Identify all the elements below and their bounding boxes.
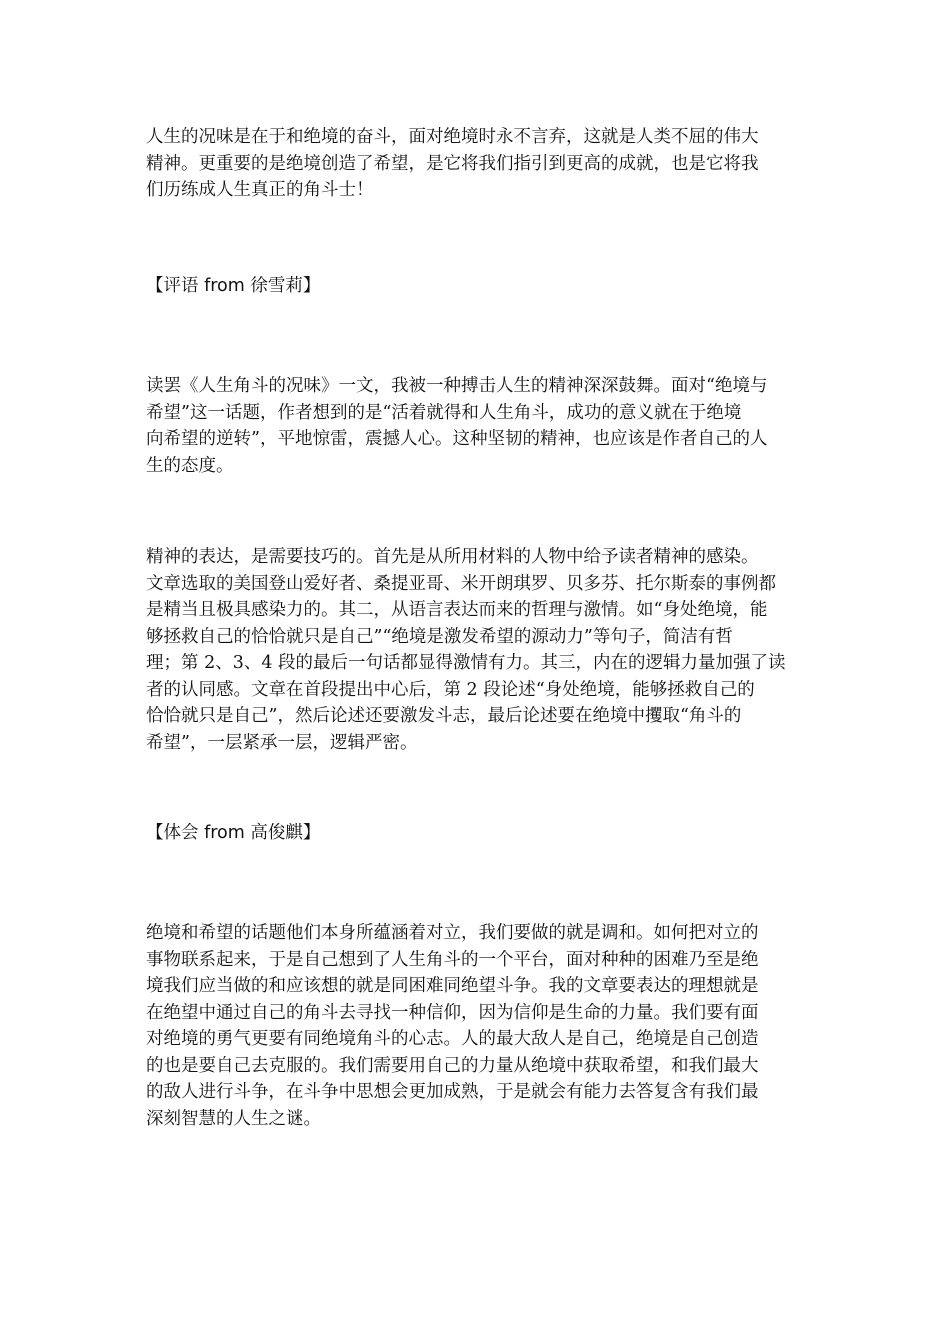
text-line: 在绝望中通过自己的角斗去寻找一种信仰，因为信仰是生命的力量。我们要有面 [146, 1002, 759, 1023]
text-line: 生的态度。 [146, 455, 234, 476]
text-line: 绝境和希望的话题他们本身所蕴涵着对立，我们要做的就是调和。如何把对立的 [146, 923, 759, 943]
text-line: 的也是要自己去克服的。我们需要用自己的力量从绝境中获取希望，和我们最大 [146, 1055, 759, 1076]
text-line: 向希望的逆转”，平地惊雷，震撼人心。这种坚韧的精神，也应该是作者自己的人 [146, 429, 768, 449]
text-line: 者的认同感。文章在首段提出中心后，第 2 段论述“身处绝境，能够拯救自己的 [146, 679, 755, 700]
text-line: 境我们应当做的和应该想的就是同困难同绝望斗争。我的文章要表达的理想就是 [146, 976, 759, 996]
paragraph-comment-2 [146, 544, 812, 756]
text-line: 精神的表达，是需要技巧的。首先是从所用材料的人物中给予读者精神的感染。 [146, 547, 759, 567]
text-line: 精神。更重要的是绝境创造了希望，是它将我们指引到更高的成就，也是它将我 [146, 153, 759, 174]
text-line: 对绝境的勇气更要有同绝境角斗的心志。人的最大敌人是自己，绝境是自己创造 [146, 1029, 759, 1049]
section-heading-reflection: 【体会 from 高俊麒】 [146, 823, 321, 843]
paragraph-comment-1 [146, 373, 812, 479]
text-line: 深刻智慧的人生之谜。 [146, 1108, 321, 1129]
text-line: 恰恰就只是自己”，然后论述还要激发斗志，最后论述要在绝境中攫取“角斗的 [146, 706, 742, 726]
text-line: 的敌人进行斗争，在斗争中思想会更加成熟，于是就会有能力去答复含有我们最 [146, 1082, 759, 1102]
text-line: 是精当且极具感染力的。其二，从语言表达而来的哲理与激情。如“身处绝境，能 [146, 600, 768, 620]
text-line: 们历练成人生真正的角斗士！ [146, 180, 374, 200]
text-line: 人生的况味是在于和绝境的奋斗，面对绝境时永不言弃，这就是人类不屈的伟大 [146, 127, 759, 147]
section-heading-comment: 【评语 from 徐雪莉】 [146, 276, 321, 296]
text-line: 希望”这一话题，作者想到的是“活着就得和人生角斗，成功的意义就在于绝境 [146, 402, 742, 423]
text-line: 事物联系起来，于是自己想到了人生角斗的一个平台，面对种种的困难乃至是绝 [146, 949, 759, 970]
text-line: 希望”，一层紧承一层，逻辑严密。 [146, 732, 418, 753]
text-line: 文章选取的美国登山爱好者、桑提亚哥、米开朗琪罗、贝多芬、托尔斯泰的事例都 [146, 573, 776, 594]
paragraph-reflection [146, 920, 812, 1132]
paragraph-intro-conclusion [146, 124, 812, 204]
text-line: 够拯救自己的恰恰就只是自己”“绝境是激发希望的源动力”等句子，简洁有哲 [146, 626, 733, 647]
text-line: 读罢《人生角斗的况味》一文，我被一种搏击人生的精神深深鼓舞。面对“绝境与 [146, 376, 768, 396]
text-line: 理；第 2、3、4 段的最后一句话都显得激情有力。其三，内在的逻辑力量加强了读 [146, 653, 786, 673]
